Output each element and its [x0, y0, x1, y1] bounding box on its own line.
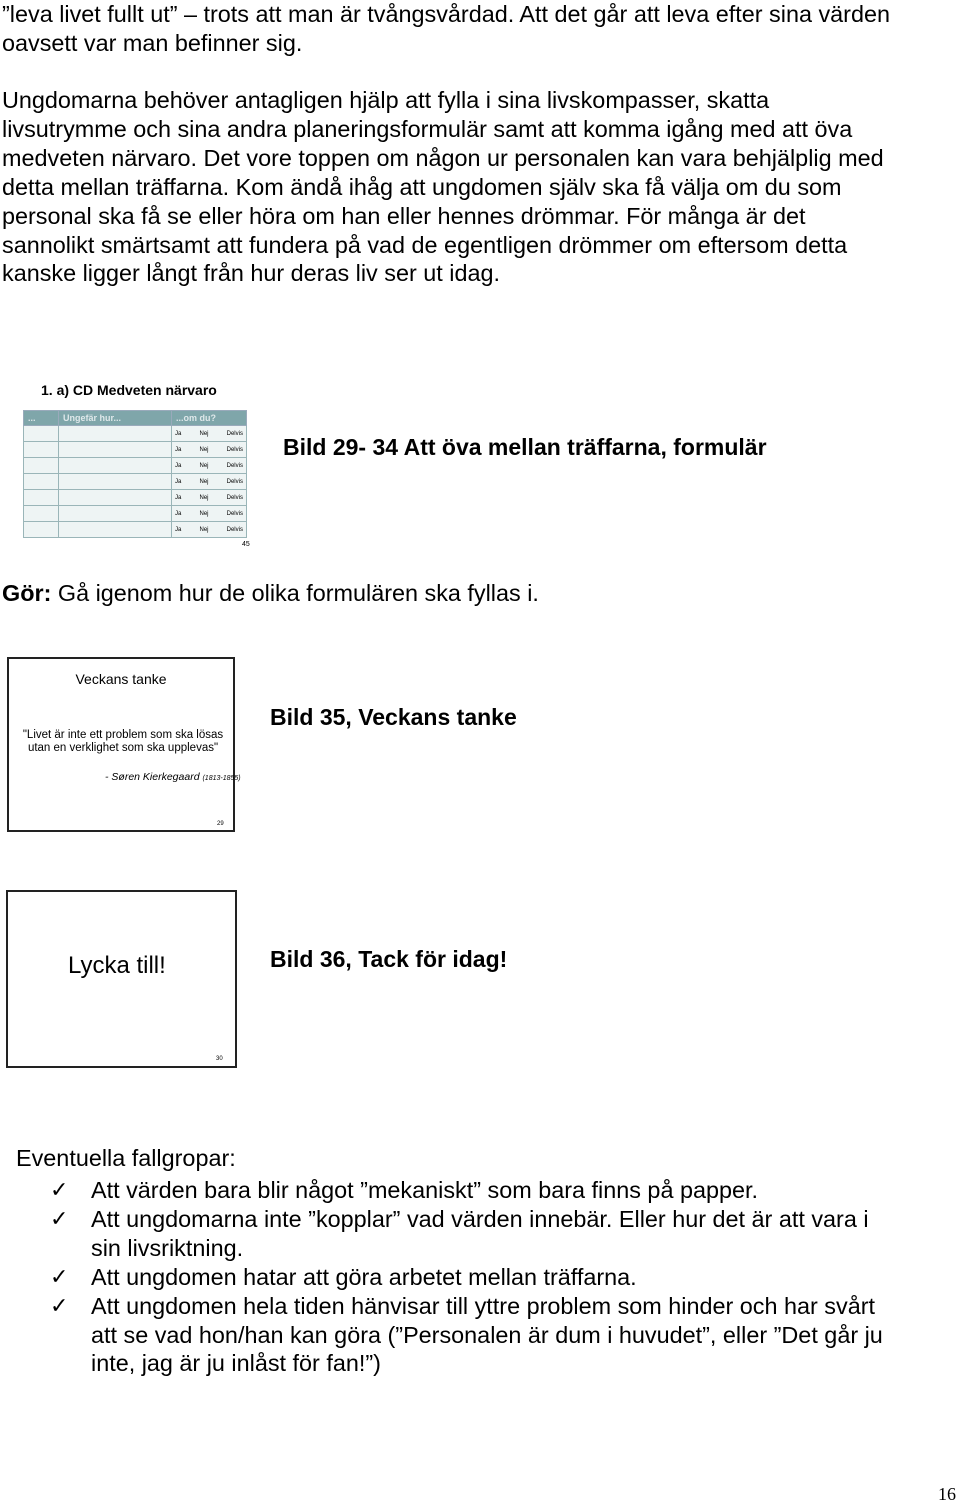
- table-header-row: [24, 411, 247, 426]
- pitfall-text-line: Att ungdomen hatar att göra arbetet mellan träffarna.: [91, 1263, 637, 1290]
- answer-option: Delvis: [226, 462, 243, 469]
- table-cell: [59, 474, 172, 490]
- table-cell: [59, 506, 172, 522]
- text-line: oavsett var man befinner sig.: [2, 29, 303, 56]
- table-cell: [24, 442, 59, 458]
- table-row: [24, 506, 247, 522]
- answer-option: Nej: [199, 446, 209, 453]
- slide-number: 30: [216, 1056, 223, 1062]
- instruction-line: [2, 580, 539, 607]
- pitfalls-heading: Eventuella fallgropar:: [16, 1145, 236, 1171]
- slide-caption: Bild 35, Veckans tanke: [270, 704, 517, 730]
- table-cell: [24, 506, 59, 522]
- slide-thumbnail-lycka-till: [6, 890, 237, 1068]
- checkmark-icon: ✓: [50, 1263, 69, 1289]
- table-cell: [59, 458, 172, 474]
- intro-paragraph: [2, 0, 952, 58]
- slide-caption: Bild 36, Tack för idag!: [270, 946, 508, 972]
- answer-option: Ja: [175, 462, 182, 469]
- answer-option: Delvis: [226, 510, 243, 517]
- text-line: sannolikt smärtsamt att fundera på vad de egentligen drömmer om eftersom detta: [2, 231, 848, 258]
- body-paragraph: [2, 86, 952, 288]
- slide-caption: Bild 29- 34 Att öva mellan träffarna, formulär: [283, 434, 767, 460]
- table-cell: [59, 490, 172, 506]
- answer-option: Ja: [175, 510, 182, 517]
- table-row: [24, 458, 247, 474]
- answer-option: Delvis: [226, 446, 243, 453]
- text-line: kanske ligger långt från hur deras liv ser ut idag.: [2, 260, 500, 287]
- text-line: medveten närvaro. Det vore toppen om någon ur personalen kan vara behjälplig med: [2, 144, 884, 171]
- pitfall-text-line: Att ungdomen hela tiden hänvisar till yttre problem som hinder och har svårt: [91, 1292, 875, 1319]
- answer-options-cell: [172, 426, 247, 442]
- instruction-text: Gå igenom hur de olika formulären ska fyllas i.: [51, 580, 539, 606]
- text-line: livsutrymme och sina andra planeringsformulär samt att komma igång med att öva: [2, 115, 853, 142]
- slide-number: 29: [217, 821, 224, 827]
- table-row: [24, 442, 247, 458]
- answer-option: Nej: [199, 430, 209, 437]
- table-row: [24, 490, 247, 506]
- table-cell: [24, 426, 59, 442]
- pitfall-text-line: sin livsriktning.: [91, 1234, 244, 1261]
- author-name: - Søren Kierkegaard: [105, 771, 200, 783]
- answer-option: Nej: [199, 510, 209, 517]
- page-number: 16: [938, 1484, 956, 1504]
- pitfall-item: [50, 1176, 950, 1205]
- answer-option: Ja: [175, 446, 182, 453]
- slide-title: Lycka till!: [68, 952, 166, 979]
- pitfall-item: [50, 1263, 950, 1292]
- answer-options-cell: [172, 474, 247, 490]
- answer-option: Ja: [175, 494, 182, 501]
- slide-thumbnail-formular: [23, 380, 255, 552]
- table-header: Ungefär hur...: [59, 411, 172, 426]
- answer-option: Nej: [199, 526, 209, 533]
- table-row: [24, 474, 247, 490]
- answer-options-cell: [172, 506, 247, 522]
- answer-option: Ja: [175, 430, 182, 437]
- table-header: ...om du?: [172, 411, 247, 426]
- checkmark-icon: ✓: [50, 1177, 69, 1202]
- text-line: personal ska få se eller höra om han eller hennes drömmar. För många är det: [2, 202, 806, 229]
- author-years: (1813-1855): [202, 775, 241, 782]
- instruction-label: Gör:: [2, 580, 52, 606]
- answer-option: Ja: [175, 478, 182, 485]
- answer-options-cell: [172, 458, 247, 474]
- pitfalls-list: [50, 1176, 950, 1378]
- answer-option: Delvis: [226, 430, 243, 437]
- quote-line: "Livet är inte ett problem som ska lösas: [22, 729, 224, 741]
- table-cell: [24, 458, 59, 474]
- answer-options-cell: [172, 522, 247, 538]
- answer-option: Nej: [199, 462, 209, 469]
- quote-line: utan en verklighet som ska upplevas": [27, 742, 219, 754]
- slide-title: 1. a) CD Medveten närvaro: [41, 382, 217, 398]
- pitfall-text-line: Att värden bara blir något ”mekaniskt” som bara finns på papper.: [91, 1177, 758, 1203]
- slide-thumbnail-veckans-tanke: [7, 657, 241, 832]
- checkmark-icon: ✓: [50, 1292, 69, 1318]
- table-cell: [24, 522, 59, 538]
- table-header: ...: [24, 411, 59, 426]
- answer-option: Delvis: [226, 478, 243, 485]
- quote-author: [105, 771, 241, 783]
- answer-options-cell: [172, 490, 247, 506]
- table-row: [24, 522, 247, 538]
- pitfall-text-line: att se vad hon/han kan göra (”Personalen är dum i huvudet”, eller ”Det går ju: [91, 1321, 883, 1348]
- pitfall-item: [50, 1292, 950, 1379]
- pitfall-item: [50, 1205, 950, 1263]
- pitfall-text-line: Att ungdomarna inte ”kopplar” vad värden innebär. Eller hur det är att vara i: [91, 1205, 869, 1232]
- table-cell: [59, 442, 172, 458]
- slide-quote: [17, 729, 229, 755]
- answer-option: Delvis: [226, 494, 243, 501]
- text-line: detta mellan träffarna. Kom ändå ihåg att ungdomen själv ska få välja om du som: [2, 173, 842, 200]
- table-cell: [59, 522, 172, 538]
- table-cell: [24, 490, 59, 506]
- table-cell: [59, 426, 172, 442]
- form-table: [23, 410, 247, 538]
- answer-option: Nej: [199, 494, 209, 501]
- slide-number: 45: [242, 541, 250, 548]
- answer-option: Nej: [199, 478, 209, 485]
- text-line: Ungdomarna behöver antagligen hjälp att fylla i sina livskompasser, skatta: [2, 87, 770, 113]
- slide-title: Veckans tanke: [75, 671, 167, 687]
- table-row: [24, 426, 247, 442]
- pitfall-text-line: inte, jag är ju inlåst för fan!”): [91, 1350, 381, 1377]
- checkmark-icon: ✓: [50, 1205, 69, 1231]
- answer-option: Ja: [175, 526, 182, 533]
- answer-options-cell: [172, 442, 247, 458]
- table-cell: [24, 474, 59, 490]
- text-line: ”leva livet fullt ut” – trots att man är tvångsvårdad. Att det går att leva efter sina värden: [2, 1, 890, 27]
- answer-option: Delvis: [226, 526, 243, 533]
